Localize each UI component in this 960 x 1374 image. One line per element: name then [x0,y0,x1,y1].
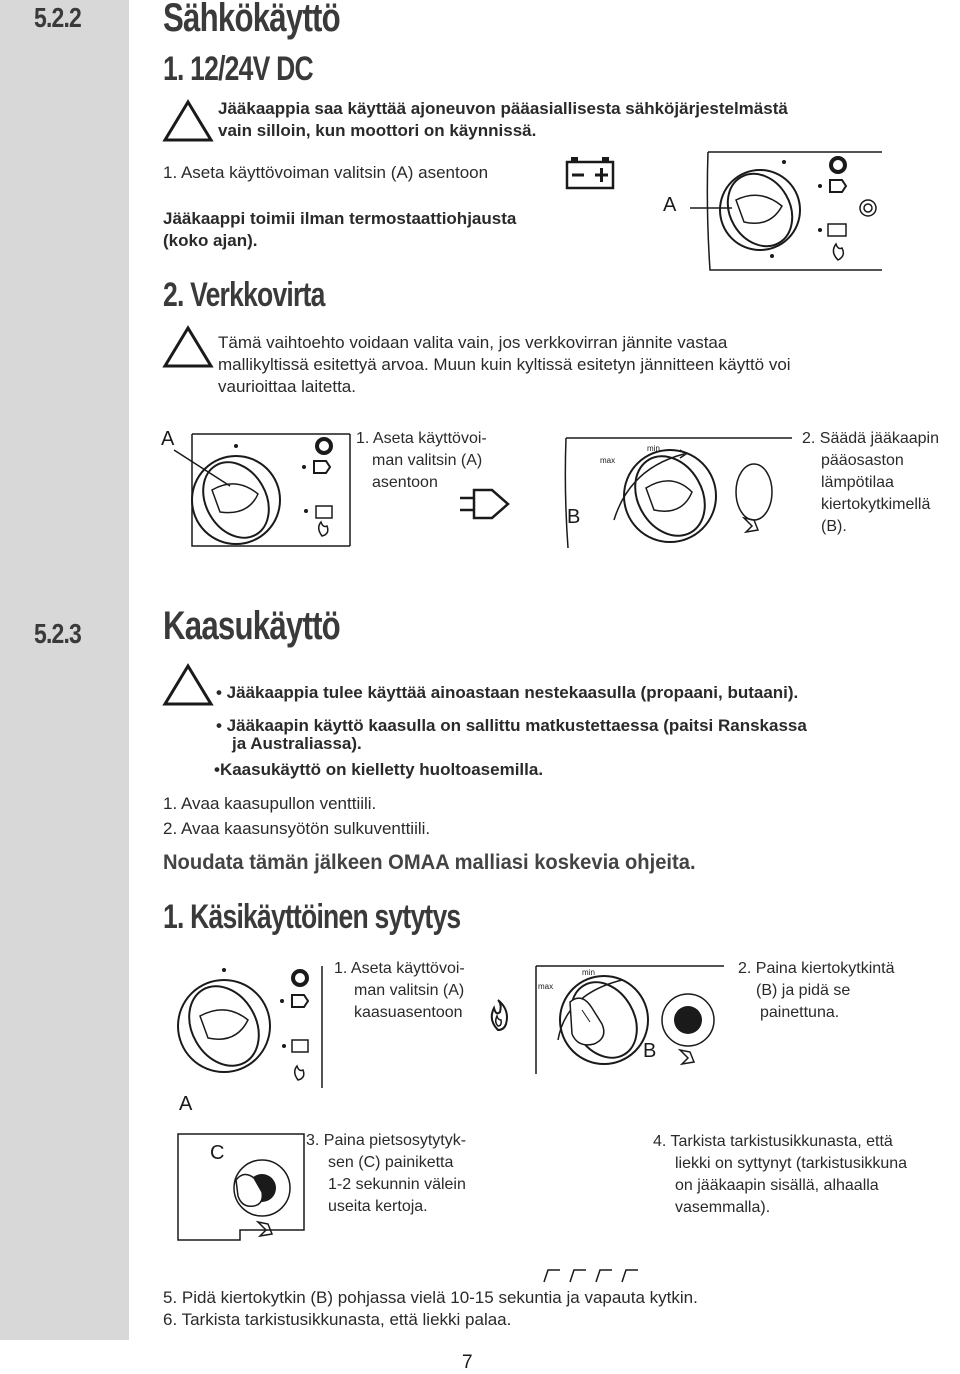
gas-bullet: • Jääkaapin käyttö kaasulla on sallittu matkustettaessa (paitsi Ranskassa [216,716,807,735]
piezo-ignition-diagram [176,1130,306,1242]
step-adjust-temperature: 2. Säädä jääkaapin pääosaston lämpötilaa kiertokytkimellä (B). [802,430,939,535]
control-panel-diagram-dc [660,150,885,272]
dial-min-label: min [647,444,660,453]
label-a-gas: A [179,1093,193,1115]
battery-icon [563,156,617,190]
label-a-mains: A [161,428,175,450]
control-panel-diagram-gas [176,960,326,1090]
label-a-selector: A [663,194,677,216]
thermostat-panel-diagram [560,432,794,552]
thermostat-press-diagram [530,962,726,1076]
section-number-523: 5.2.3 [34,618,81,649]
warning-text-mains: Tämä vaihtoehto voidaan valita vain, jos verkkovirran jännite vastaa mallikyltissä esitettyä arvoa. Muun kuin kyltissä esitetyn jännitteen käyttö voi vaurioittaa laitetta. [218,333,791,396]
subheading-manual-ignition: 1. Käsikäyttöinen sytytys [163,898,461,936]
control-panel-diagram-mains [172,430,354,552]
inspection-window-sketch [540,1266,650,1286]
step-check-flame: 4. Tarkista tarkistusikkunasta, että liekki on syttynyt (tarkistusikkuna on jääkaapin sisällä, alhaalla vasemmalla). [653,1133,908,1216]
step-select-gas: 1. Aseta käyttövoi- man valitsin (A) kaasuasentoon [334,960,465,1021]
warning-triangle-icon [163,326,213,368]
note-no-thermostat: Jääkaappi toimii ilman termostaattiohjausta (koko ajan). [163,209,517,250]
step-select-mains: 1. Aseta käyttövoi- man valitsin (A) asentoon [356,430,487,491]
dial-max-label: max [538,982,554,991]
subheading-mains: 2. Verkkovirta [163,276,325,314]
label-c-piezo: C [210,1142,225,1164]
step-select-dc: 1. Aseta käyttövoiman valitsin (A) asentoon [163,163,489,182]
gas-steps: 1. Avaa kaasupullon venttiili. 2. Avaa kaasunsyötön sulkuventtiili. [163,794,431,838]
dial-min-label: min [582,968,595,977]
gas-bullet-continued: ja Australiassa). [232,734,362,753]
step-press-piezo: 3. Paina pietsosytytyk- sen (C) painiketta 1-2 sekunnin välein useita kertoja. [306,1132,467,1215]
warning-text-dc: Jääkaappia saa käyttää ajoneuvon pääasiallisesta sähköjärjestelmästä vain silloin, kun moottori on käynnissä. [218,99,788,140]
section-title-522: Sähkökäyttö [163,0,340,40]
gas-bullet: •Kaasukäyttö on kielletty huoltoasemilla. [214,760,544,779]
page-sidebar [0,0,129,1340]
warning-triangle-icon [163,664,213,706]
gas-bullet: • Jääkaappia tulee käyttää ainoastaan nestekaasulla (propaani, butaani). [216,683,799,702]
gas-flame-icon [486,998,510,1032]
step-release-thermostat: 5. Pidä kiertokytkin (B) pohjassa vielä 10-15 sekuntia ja vapauta kytkin. [163,1288,698,1307]
step-press-thermostat: 2. Paina kiertokytkintä (B) ja pidä se painettuna. [738,960,895,1021]
label-b-gas: B [643,1040,657,1062]
section-number-522: 5.2.2 [34,2,81,33]
dial-max-label: max [600,456,616,465]
subheading-12-24v: 1. 12/24V DC [163,50,313,88]
page-number: 7 [462,1352,473,1373]
mains-plug-icon [458,484,512,524]
label-b-thermostat: B [567,506,581,528]
step-verify-flame: 6. Tarkista tarkistusikkunasta, että liekki palaa. [163,1310,512,1329]
section-title-523: Kaasukäyttö [163,604,340,648]
notice-follow-instructions: Noudata tämän jälkeen OMAA malliasi koskevia ohjeita. [163,851,696,874]
warning-triangle-icon [163,100,213,142]
